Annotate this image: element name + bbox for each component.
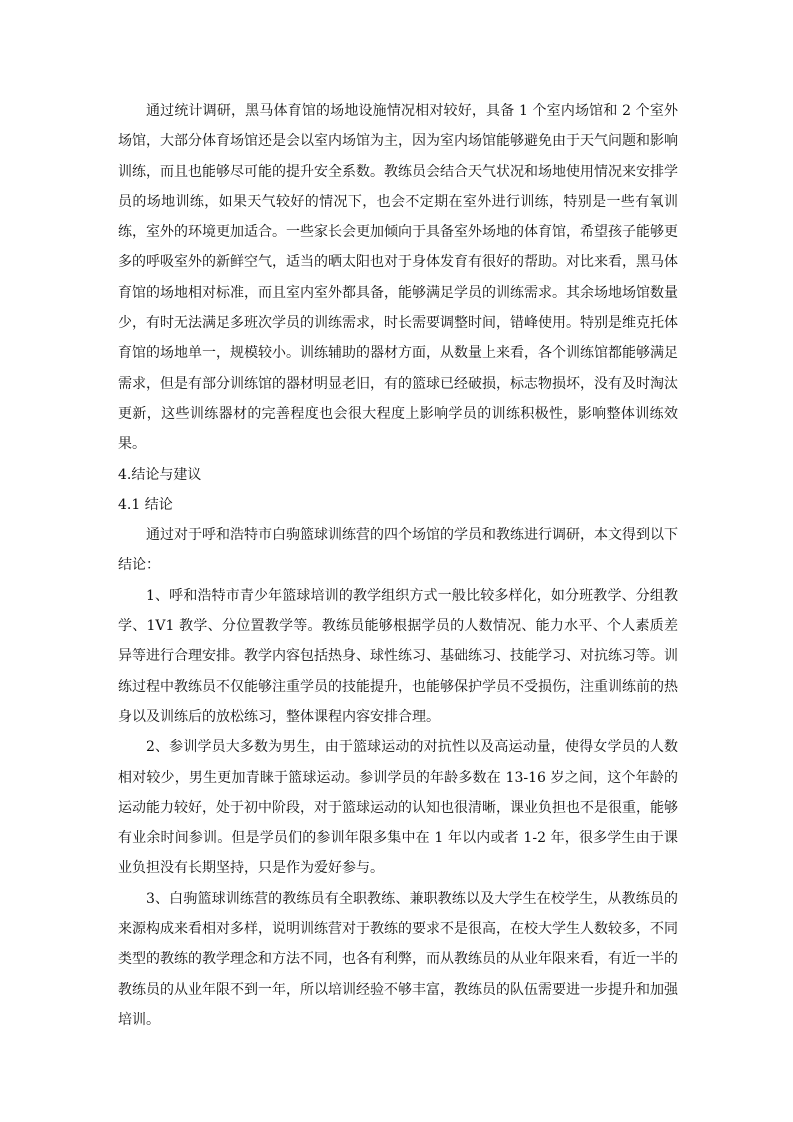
section-heading-conclusions: 4.结论与建议 [118,466,202,483]
paragraph-conclusion-intro: 通过对于呼和浩特市白驹篮球训练营的四个场馆的学员和教练进行调研，本文得到以下结论： [118,527,678,574]
paragraph-conclusion-2: 2、参训学员大多数为男生，由于篮球运动的对抗性以及高运动量，使得女学员的人数相对较少，男生更加青睐于篮球运动。参训学员的年龄多数在 13-16 岁之间，这个年龄的运动能力较好，处于初中阶段，对于篮球运动的认知也很清晰，课业负担也不是很重，能够有业余时间参训。但是学员们的参训年限多集中在 1 年以内或者 1-2 年，很多学生由于课业负担没有长期坚持，只是作为爱好参与。 [118,739,678,877]
paragraph-conclusion-3: 3、白驹篮球训练营的教练员有全职教练、兼职教练以及大学生在校学生，从教练员的来源构成来看相对多样，说明训练营对于教练的要求不是很高，在校大学生人数较多，不同类型的教练的教学理念和方法不同，也各有利弊，而从教练员的从业年限来看，有近一半的教练员的从业年限不到一年，所以培训经验不够丰富，教练员的队伍需要进一步提升和加强培训。 [118,890,678,1028]
paragraph-venue-facilities: 通过统计调研，黑马体育馆的场地设施情况相对较好，具备 1 个室内场馆和 2 个室外场馆，大部分体育场馆还是会以室内场馆为主，因为室内场馆能够避免由于天气问题和影响训练，而且也能够尽可能的提升安全系数。教练员会结合天气状况和场地使用情况来安排学员的场地训练，如果天气较好的情况下，也会不定期在室外进行训练，特别是一些有氧训练，室外的环境更加适合。一些家长会更加倾向于具备室外场地的体育馆，希望孩子能够更多的呼吸室外的新鲜空气，适当的晒太阳也对于身体发育有很好的帮助。对比来看，黑马体育馆的场地相对标准，而且室内室外都具备，能够满足学员的训练需求。其余场地场馆数量少，有时无法满足多班次学员的训练需求，时长需要调整时间，错峰使用。特别是维克托体育馆的场地单一，规模较小。训练辅助的器材方面，从数量上来看，各个训练馆都能够满足需求，但是有部分训练馆的器材明显老旧，有的篮球已经破损，标志物损坏，没有及时淘汰更新，这些训练器材的完善程度也会很大程度上影响学员的训练积极性，影响整体训练效果。 [118,103,678,453]
document-body [118,96,678,1035]
subsection-heading-conclusion: 4.1 结论 [118,496,173,513]
paragraph-conclusion-1: 1、呼和浩特市青少年篮球培训的教学组织方式一般比较多样化，如分班教学、分组教学、1V1 教学、分位置教学等。教练员能够根据学员的人数情况、能力水平、个人素质差异等进行合理安排。教学内容包括热身、球性练习、基础练习、技能学习、对抗练习等。训练过程中教练员不仅能够注重学员的技能提升，也能够保护学员不受损伤，注重训练前的热身以及训练后的放松练习，整体课程内容安排合理。 [118,587,678,725]
